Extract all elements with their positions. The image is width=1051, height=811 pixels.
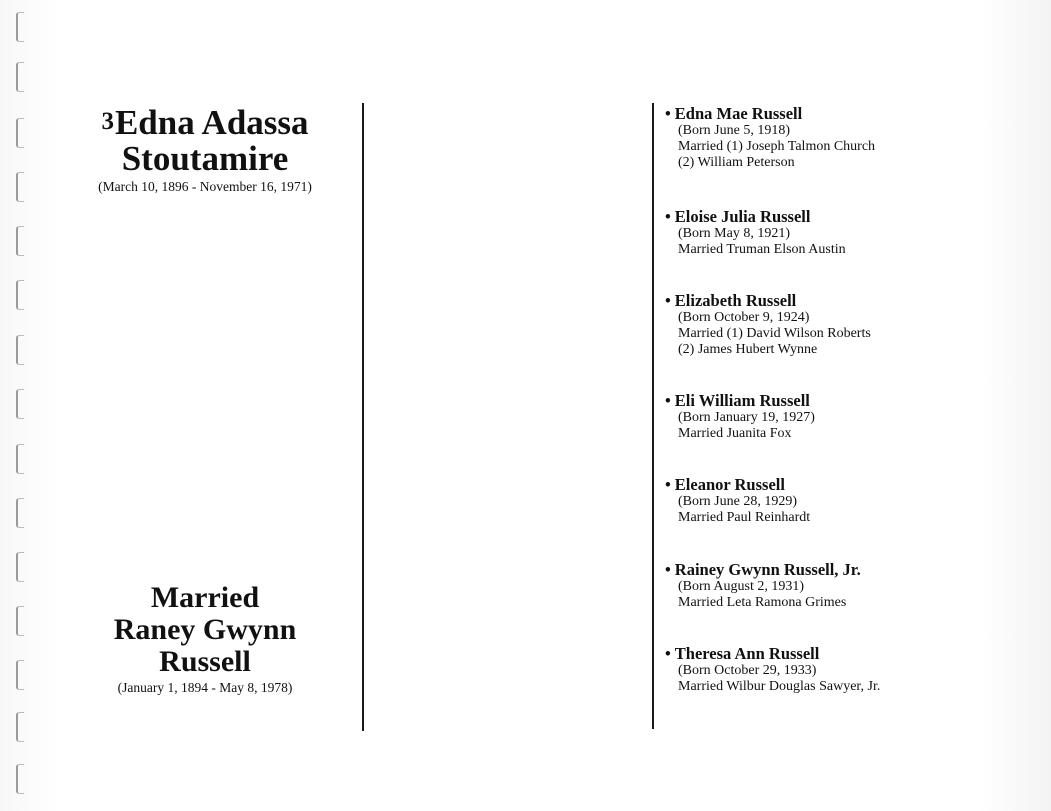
child-detail-line: (Born June 28, 1929) (678, 494, 797, 509)
binding-hole (16, 498, 24, 528)
child-entry (665, 105, 1025, 171)
child-name (665, 392, 1025, 410)
child-detail-line: Married Paul Reinhardt (678, 510, 811, 525)
spouse-name-line2: Russell (159, 645, 251, 678)
binding-hole (16, 660, 24, 690)
child-name (665, 208, 1025, 226)
child-name-text: Rainey Gwynn Russell, Jr. (674, 560, 861, 579)
child-entry (665, 392, 1025, 442)
bullet: • (665, 560, 671, 579)
child-detail-line: Married Truman Elson Austin (678, 242, 846, 257)
binding-hole (16, 226, 24, 256)
child-detail-line: (Born January 19, 1927) (678, 410, 815, 425)
bullet: • (665, 291, 671, 310)
child-detail-line: (Born August 2, 1931) (678, 579, 804, 594)
spouse-name-line1: Raney Gwynn (113, 613, 297, 646)
binding-hole (16, 606, 24, 636)
binding-hole (16, 764, 24, 794)
binding-hole (16, 62, 24, 92)
bullet: • (665, 391, 671, 410)
married-heading: Married (150, 581, 260, 614)
binding-hole (16, 280, 24, 310)
child-detail-line: (Born June 5, 1918) (678, 123, 790, 138)
child-detail-line: (Born October 29, 1933) (678, 663, 817, 678)
child-detail-line: (Born October 9, 1924) (678, 310, 810, 325)
subject-block (60, 104, 350, 195)
spouse-block (60, 582, 350, 696)
child-name-text: Eleanor Russell (674, 475, 785, 494)
child-detail-line: (2) James Hubert Wynne (678, 342, 818, 357)
bullet: • (665, 644, 671, 663)
binding-hole (16, 172, 24, 202)
generation-marker: 3 (101, 108, 114, 135)
binding-hole (16, 444, 24, 474)
subject-name-line1: Edna Adassa (114, 103, 309, 142)
child-entry (665, 561, 1025, 611)
child-detail-line: Married (1) David Wilson Roberts (678, 326, 871, 341)
child-name-text: Eloise Julia Russell (674, 207, 811, 226)
child-detail-line: Married (1) Joseph Talmon Church (678, 139, 876, 154)
child-entry (665, 645, 1025, 695)
child-detail-line: Married Juanita Fox (678, 426, 792, 441)
spouse-dates: (January 1, 1894 - May 8, 1978) (117, 680, 293, 695)
child-detail-line: (2) William Peterson (678, 155, 795, 170)
binding-hole (16, 12, 24, 42)
binding-hole (16, 389, 24, 419)
divider-line-right (652, 103, 654, 729)
child-entry (665, 292, 1025, 358)
binding-hole (16, 335, 24, 365)
child-name-text: Eli William Russell (674, 391, 810, 410)
child-entry (665, 476, 1025, 526)
bullet: • (665, 104, 671, 123)
subject-name-line2: Stoutamire (121, 139, 289, 178)
child-detail-line: Married Wilbur Douglas Sawyer, Jr. (678, 679, 881, 694)
child-name-text: Edna Mae Russell (674, 104, 803, 123)
binding-hole (16, 712, 24, 742)
child-detail-line: Married Leta Ramona Grimes (678, 595, 847, 610)
child-entry (665, 208, 1025, 258)
child-name (665, 105, 1025, 123)
bullet: • (665, 207, 671, 226)
bullet: • (665, 475, 671, 494)
subject-dates: (March 10, 1896 - November 16, 1971) (98, 179, 312, 194)
child-name-text: Elizabeth Russell (674, 291, 797, 310)
child-name (665, 476, 1025, 494)
child-name-text: Theresa Ann Russell (674, 644, 820, 663)
child-name (665, 292, 1025, 310)
subject-name (60, 104, 350, 141)
child-name (665, 645, 1025, 663)
binding-hole (16, 552, 24, 582)
binding-hole (16, 118, 24, 148)
divider-line-left (362, 103, 364, 731)
child-name (665, 561, 1025, 579)
child-detail-line: (Born May 8, 1921) (678, 226, 790, 241)
binding-holes (12, 0, 28, 811)
